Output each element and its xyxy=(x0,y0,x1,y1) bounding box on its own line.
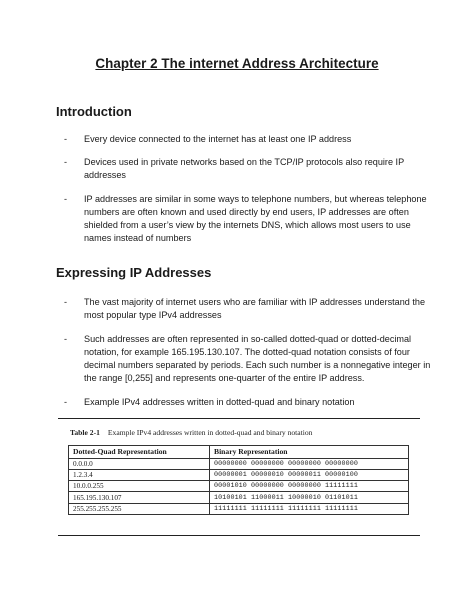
dotted-quad-cell: 255.255.255.255 xyxy=(69,503,210,514)
section-heading-introduction: Introduction xyxy=(56,104,132,119)
list-item-text: Example IPv4 addresses written in dotted-quad and binary notation xyxy=(84,397,355,407)
dotted-quad-cell: 1.2.3.4 xyxy=(69,469,210,480)
list-item xyxy=(64,396,434,409)
binary-cell: 00000000 00000000 00000000 00000000 xyxy=(210,458,409,469)
table-figure xyxy=(58,418,420,536)
table-row xyxy=(69,481,409,492)
bullet-marker: - xyxy=(64,157,68,167)
table-header-row xyxy=(69,446,409,459)
list-item xyxy=(64,133,434,146)
ip-address-table xyxy=(68,445,409,515)
binary-cell: 11111111 11111111 11111111 11111111 xyxy=(210,503,409,514)
bullet-marker: - xyxy=(64,194,68,204)
dotted-quad-cell: 0.0.0.0 xyxy=(69,458,210,469)
list-item xyxy=(64,156,434,182)
list-item-text: The vast majority of internet users who are familiar with IP addresses understand the most popular type IPv4 addresses xyxy=(84,297,426,321)
table-row xyxy=(69,492,409,503)
bullet-marker: - xyxy=(64,397,68,407)
list-item-text: Devices used in private networks based on the TCP/IP protocols also require IP addresses xyxy=(84,157,404,181)
table-caption-text: Example IPv4 addresses written in dotted-quad and binary notation xyxy=(107,428,313,437)
table-row xyxy=(69,503,409,514)
dotted-quad-cell: 10.0.0.255 xyxy=(69,481,210,492)
column-header-dotted-quad: Dotted-Quad Representation xyxy=(69,446,210,459)
binary-cell: 00001010 00000000 00000000 11111111 xyxy=(210,481,409,492)
list-item-text: Every device connected to the internet has at least one IP address xyxy=(84,134,352,144)
column-header-binary: Binary Representation xyxy=(210,446,409,459)
list-item xyxy=(64,333,434,385)
binary-cell: 10100101 11000011 10000010 01101011 xyxy=(210,492,409,503)
page-title: Chapter 2 The internet Address Architecture xyxy=(95,56,379,71)
list-item xyxy=(64,296,434,322)
bullet-marker: - xyxy=(64,297,68,307)
table-row xyxy=(69,458,409,469)
list-item-text: Such addresses are often represented in so-called dotted-quad or dotted-decimal notation, for example 165.195.130.107. The dotted-quad notation consists of four decimal numbers separated by periods. Each such number is a nonnegative integer in the range [0,255] and represents one-quarter of the entire IP address. xyxy=(84,334,431,384)
section-heading-expressing-ip-addresses: Expressing IP Addresses xyxy=(56,265,212,280)
binary-cell: 00000001 00000010 00000011 00000100 xyxy=(210,469,409,480)
table-row xyxy=(69,469,409,480)
table-caption xyxy=(70,428,312,437)
list-item xyxy=(64,193,434,245)
bullet-marker: - xyxy=(64,134,68,144)
table-caption-number: Table 2-1 xyxy=(70,428,100,437)
list-item-text: IP addresses are similar in some ways to telephone numbers, but whereas telephone numbers are often known and used directly by end users, IP addresses are often shielded from a user’s view by the internets DNS, which allows most users to use names instead of numbers xyxy=(84,194,427,244)
bullet-marker: - xyxy=(64,334,68,344)
dotted-quad-cell: 165.195.130.107 xyxy=(69,492,210,503)
